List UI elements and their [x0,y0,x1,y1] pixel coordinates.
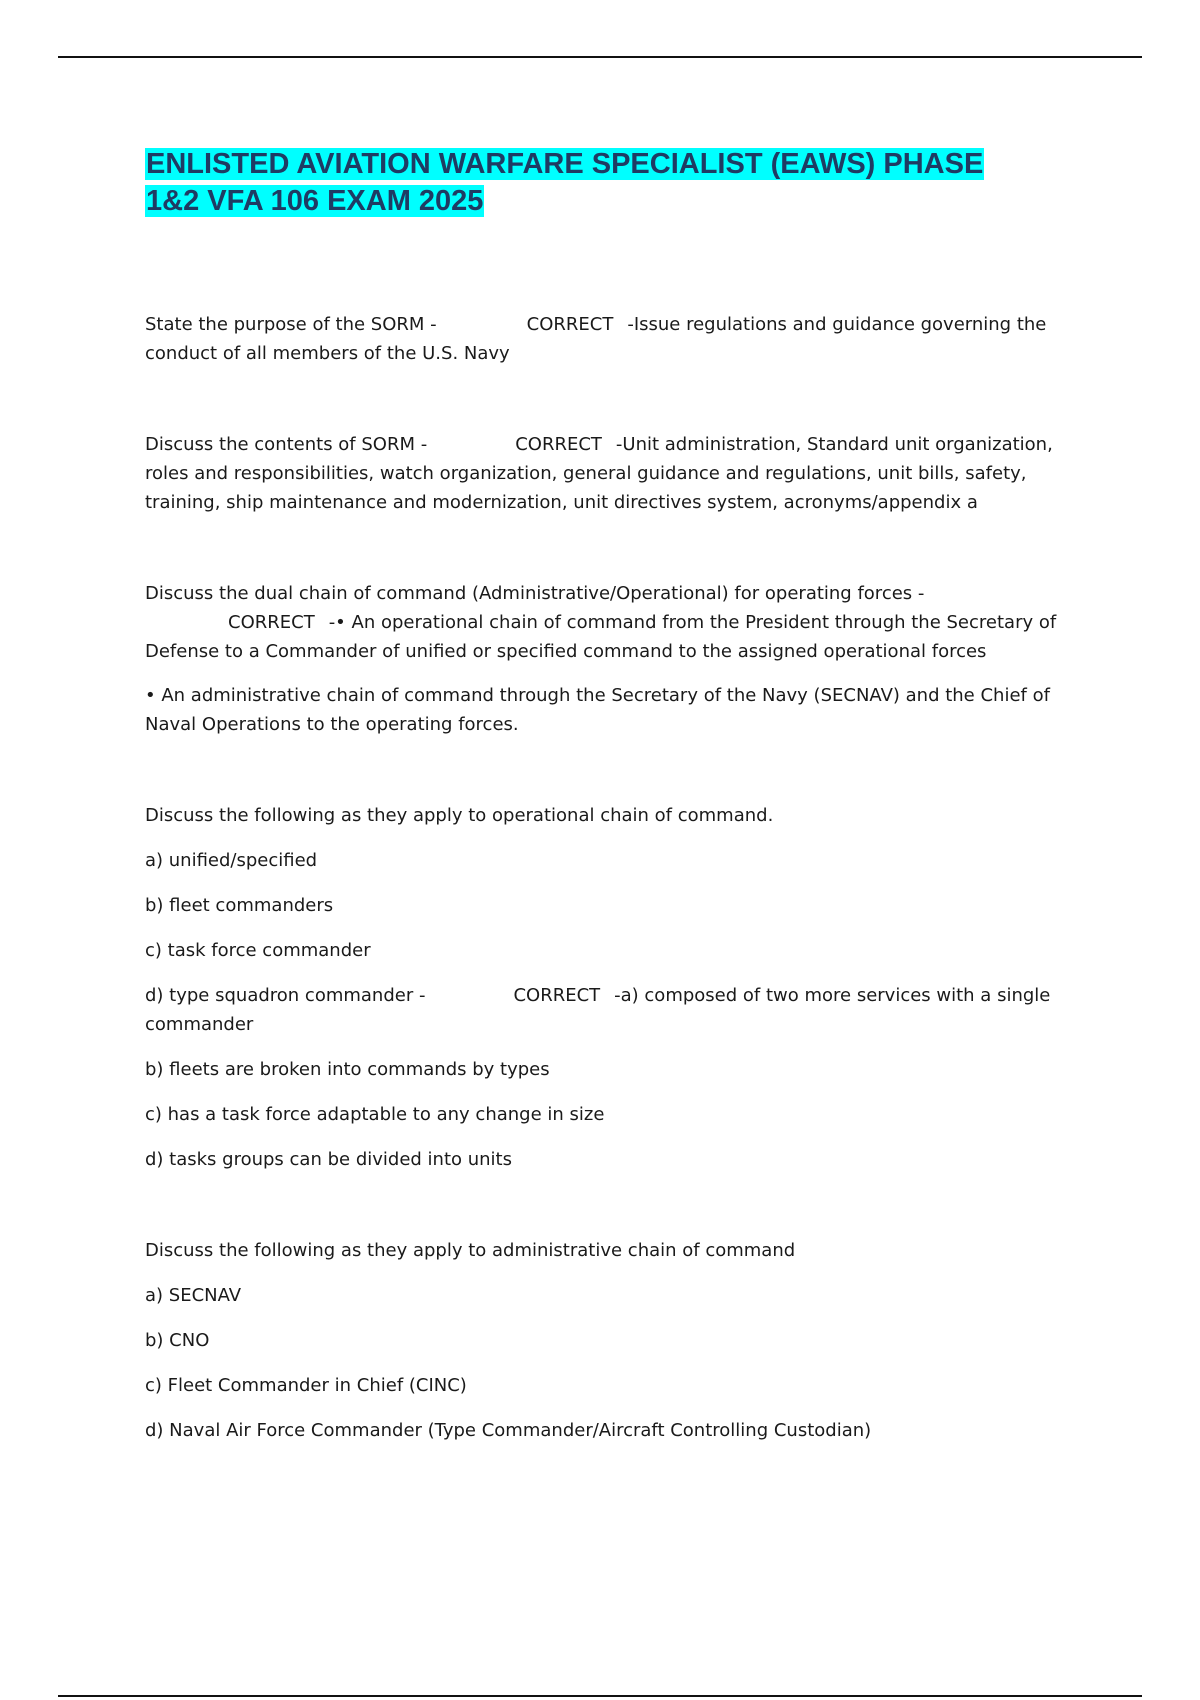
question-line [145,430,1065,459]
list-item: c) Fleet Commander in Chief (CINC) [145,1375,467,1396]
correct-marker: CORRECT [526,314,614,335]
answer-line [145,608,1065,637]
qa-block-sorm-purpose [145,310,1065,368]
question-text: Discuss the contents of SORM - [145,434,428,455]
list-item: b) CNO [145,1330,210,1351]
answer-text: -Unit administration, Standard unit organization, [615,434,1053,455]
question-text: Discuss the dual chain of command (Administrative/Operational) for operating forces - [145,583,925,604]
answer-continuation: roles and responsibilities, watch organization, general guidance and regulations, unit bills, safety, [145,463,1027,484]
list-item: d) Naval Air Force Commander (Type Commander/Aircraft Controlling Custodian) [145,1420,872,1441]
qa-content [145,310,1065,1445]
qa-block-sorm-contents [145,430,1065,517]
qa-block-operational-chain [145,801,1065,1174]
question-line [145,310,1065,339]
title-line-1: ENLISTED AVIATION WARFARE SPECIALIST (EAWS) PHASE [146,148,984,180]
qa-block-administrative-chain [145,1236,1065,1445]
answer-item: b) fleets are broken into commands by types [145,1059,550,1080]
answer-continuation: training, ship maintenance and modernization, unit directives system, acronyms/appendix a [145,492,978,513]
answer-continuation: commander [145,1014,254,1035]
answer-continuation: Defense to a Commander of unified or specified command to the assigned operational forces [145,641,987,662]
answer-continuation: conduct of all members of the U.S. Navy [145,343,510,364]
correct-marker: CORRECT [513,985,601,1006]
title-line-2: 1&2 VFA 106 EXAM 2025 [146,185,484,217]
top-rule [58,56,1142,58]
answer-text: -a) composed of two more services with a single [614,985,1051,1006]
question-text: Discuss the following as they apply to operational chain of command. [145,805,774,826]
answer-bullet-continuation: Naval Operations to the operating forces. [145,714,519,735]
question-line [145,965,1065,1010]
list-item: c) task force commander [145,940,371,961]
correct-marker: CORRECT [228,612,315,633]
list-item: b) fleet commanders [145,895,334,916]
answer-item: c) has a task force adaptable to any change in size [145,1104,605,1125]
answer-item: d) tasks groups can be divided into units [145,1149,512,1170]
qa-block-dual-chain [145,579,1065,739]
answer-text: -Issue regulations and guidance governing the [627,314,1047,335]
question-text: Discuss the following as they apply to administrative chain of command [145,1240,796,1261]
answer-text: -• An operational chain of command from the President through the Secretary of [328,612,1057,633]
list-item: a) unified/specified [145,850,318,871]
bottom-rule [58,1695,1142,1697]
answer-bullet: • An administrative chain of command through the Secretary of the Navy (SECNAV) and the Chief of [145,685,1050,706]
correct-marker: CORRECT [515,434,602,455]
question-text: State the purpose of the SORM - [145,314,437,335]
document-title [145,146,1085,220]
list-item: a) SECNAV [145,1285,242,1306]
list-item: d) type squadron commander - [145,985,426,1006]
